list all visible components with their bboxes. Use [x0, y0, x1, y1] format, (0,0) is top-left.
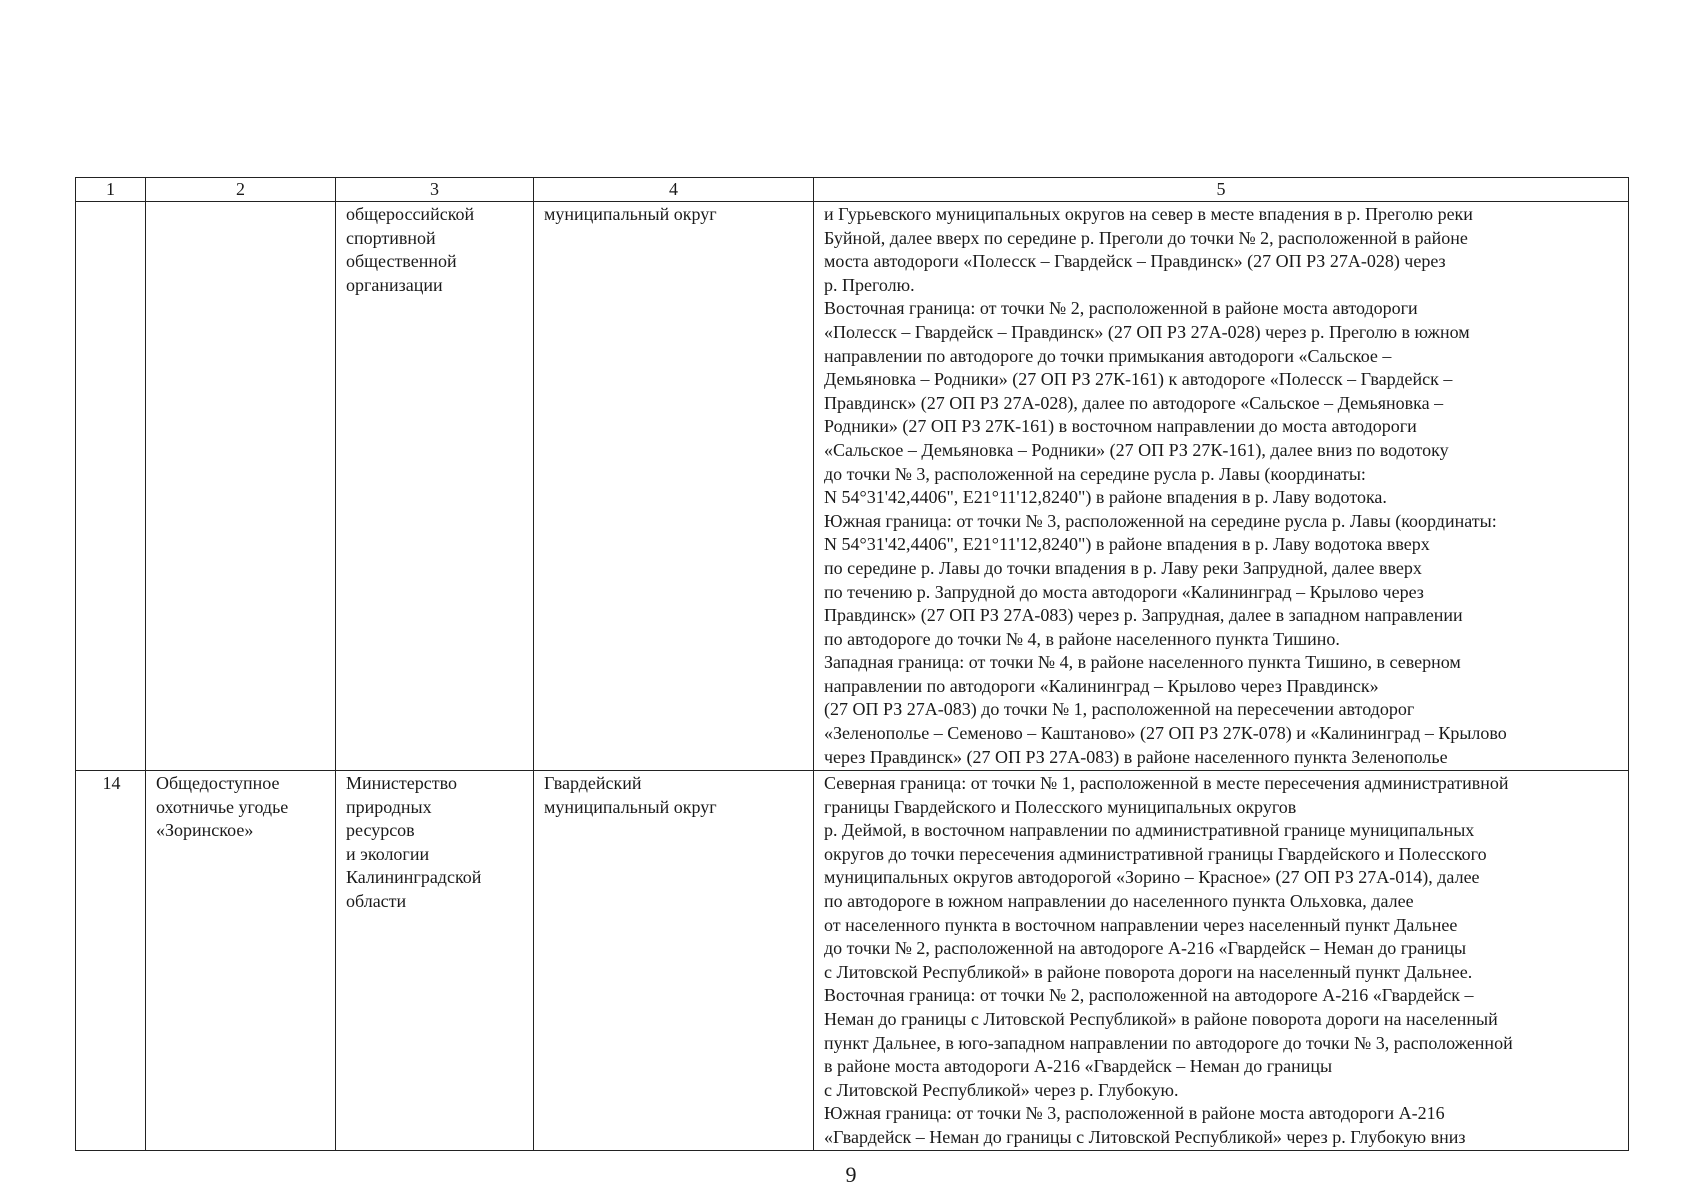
text-line: р. Преголю.: [824, 274, 915, 295]
text-line: N 54°31'42,4406", E21°11'12,8240") в районе впадения в р. Лаву водотока вверх: [824, 534, 1430, 555]
text-line: Правдинск» (27 ОП РЗ 27А-028), далее по автодороге «Сальское – Демьяновка –: [824, 392, 1444, 413]
text-line: спортивной: [346, 227, 436, 248]
text-line: общественной: [346, 251, 457, 272]
column-number-5: 5: [814, 178, 1629, 202]
text-line: моста автодороги «Полесск – Гвардейск – Правдинск» (27 ОП РЗ 27А-028) через: [824, 251, 1446, 272]
text-line: до точки № 2, расположенной на автодороге А-216 «Гвардейск – Неман до границы: [824, 938, 1467, 959]
column-number-row: [76, 178, 1629, 202]
row-number-cell: [76, 202, 146, 771]
text-line: «Зеленополье – Семеново – Каштаново» (27 ОП РЗ 27К-078) и «Калининград – Крылово: [824, 723, 1507, 744]
text-line: через Правдинск» (27 ОП РЗ 27А-083) в районе населенного пункта Зеленополье: [824, 746, 1448, 767]
text-line: Южная граница: от точки № 3, расположенной в районе моста автодороги А-216: [824, 1103, 1445, 1124]
district-cell: [534, 202, 814, 771]
text-line: общероссийской: [346, 204, 475, 224]
text-line: охотничье угодье: [156, 796, 289, 817]
text-line: Северная граница: от точки № 1, расположенной в месте пересечения административной: [824, 773, 1509, 793]
text-line: ресурсов: [346, 820, 415, 841]
text-line: Правдинск» (27 ОП РЗ 27А-083) через р. Запрудная, далее в западном направлении: [824, 605, 1463, 626]
organization-cell: [336, 771, 534, 1151]
hunting-ground-name-cell: [146, 202, 336, 771]
column-number-1: 1: [76, 178, 146, 202]
text-line: природных: [346, 796, 432, 817]
text-line: муниципальный округ: [544, 796, 717, 817]
boundary-description-cell: [814, 202, 1629, 771]
text-line: «Гвардейск – Неман до границы с Литовской Республикой» через р. Глубокую вниз: [824, 1126, 1466, 1147]
row-number-cell: 14: [76, 771, 146, 1151]
text-line: Общедоступное: [156, 773, 280, 793]
text-line: в районе моста автодороги А-216 «Гвардейск – Неман до границы: [824, 1056, 1333, 1077]
text-line: округов до точки пересечения административной границы Гвардейского и Полесского: [824, 843, 1487, 864]
text-line: области: [346, 890, 407, 911]
hunting-ground-name-cell: [146, 771, 336, 1151]
column-number-4: 4: [534, 178, 814, 202]
column-number-2: 2: [146, 178, 336, 202]
text-line: по автодороге до точки № 4, в районе населенного пункта Тишино.: [824, 628, 1340, 649]
text-line: Калининградской: [346, 867, 482, 888]
page-number: 9: [845, 1162, 857, 1187]
text-line: муниципальных округов автодорогой «Зорино – Красное» (27 ОП РЗ 27А-014), далее: [824, 867, 1480, 888]
text-line: N 54°31'42,4406", E21°11'12,8240") в районе впадения в р. Лаву водотока.: [824, 487, 1387, 508]
text-line: и Гурьевского муниципальных округов на север в месте впадения в р. Преголю реки: [824, 204, 1473, 224]
boundaries-table: [75, 177, 1629, 1151]
table-row: [76, 771, 1629, 1151]
text-line: Неман до границы с Литовской Республикой» в районе поворота дороги на населенный: [824, 1008, 1498, 1029]
text-line: по автодороге в южном направлении до населенного пункта Ольховка, далее: [824, 890, 1414, 911]
district-cell: [534, 771, 814, 1151]
text-line: направлении по автодороге до точки примыкания автодороги «Сальское –: [824, 345, 1392, 366]
text-line: (27 ОП РЗ 27А-083) до точки № 1, расположенной на пересечении автодорог: [824, 699, 1415, 720]
text-line: р. Деймой, в восточном направлении по административной границе муниципальных: [824, 820, 1475, 841]
text-line: «Сальское – Демьяновка – Родники» (27 ОП РЗ 27К-161), далее вниз по водотоку: [824, 439, 1449, 460]
text-line: Южная граница: от точки № 3, расположенной на середине русла р. Лавы (координаты:: [824, 510, 1497, 531]
text-line: Восточная граница: от точки № 2, расположенной в районе моста автодороги: [824, 298, 1418, 319]
text-line: «Полесск – Гвардейск – Правдинск» (27 ОП РЗ 27А-028) через р. Преголю в южном: [824, 321, 1470, 342]
table-row: [76, 202, 1629, 771]
text-line: с Литовской Республикой» в районе поворота дороги на населенный пункт Дальнее.: [824, 961, 1473, 982]
text-line: Буйной, далее вверх по середине р. Преголи до точки № 2, расположенной в районе: [824, 227, 1468, 248]
text-line: Гвардейский: [544, 773, 642, 793]
organization-cell: [336, 202, 534, 771]
boundary-description-cell: [814, 771, 1629, 1151]
text-line: организации: [346, 274, 443, 295]
text-line: направлении по автодороги «Калининград – Крылово через Правдинск»: [824, 675, 1379, 696]
text-line: «Зоринское»: [156, 820, 254, 841]
column-number-3: 3: [336, 178, 534, 202]
text-line: с Литовской Республикой» через р. Глубокую.: [824, 1079, 1179, 1100]
text-line: по середине р. Лавы до точки впадения в р. Лаву реки Запрудной, далее вверх: [824, 557, 1422, 578]
text-line: Демьяновка – Родники» (27 ОП РЗ 27К-161) к автодороге «Полесск – Гвардейск –: [824, 369, 1453, 390]
text-line: муниципальный округ: [544, 204, 717, 224]
text-line: Восточная граница: от точки № 2, расположенной на автодороге А-216 «Гвардейск –: [824, 985, 1474, 1006]
text-line: границы Гвардейского и Полесского муниципальных округов: [824, 796, 1297, 817]
text-line: пункт Дальнее, в юго-западном направлении по автодороге до точки № 3, расположенной: [824, 1032, 1513, 1053]
text-line: Родники» (27 ОП РЗ 27К-161) в восточном направлении до моста автодороги: [824, 416, 1417, 437]
text-line: Министерство: [346, 773, 457, 793]
text-line: Западная граница: от точки № 4, в районе населенного пункта Тишино, в северном: [824, 652, 1461, 673]
text-line: и экологии: [346, 843, 430, 864]
text-line: до точки № 3, расположенной на середине русла р. Лавы (координаты:: [824, 463, 1366, 484]
text-line: от населенного пункта в восточном направлении через населенный пункт Дальнее: [824, 914, 1458, 935]
text-line: по течению р. Запрудной до моста автодороги «Калининград – Крылово через: [824, 581, 1424, 602]
